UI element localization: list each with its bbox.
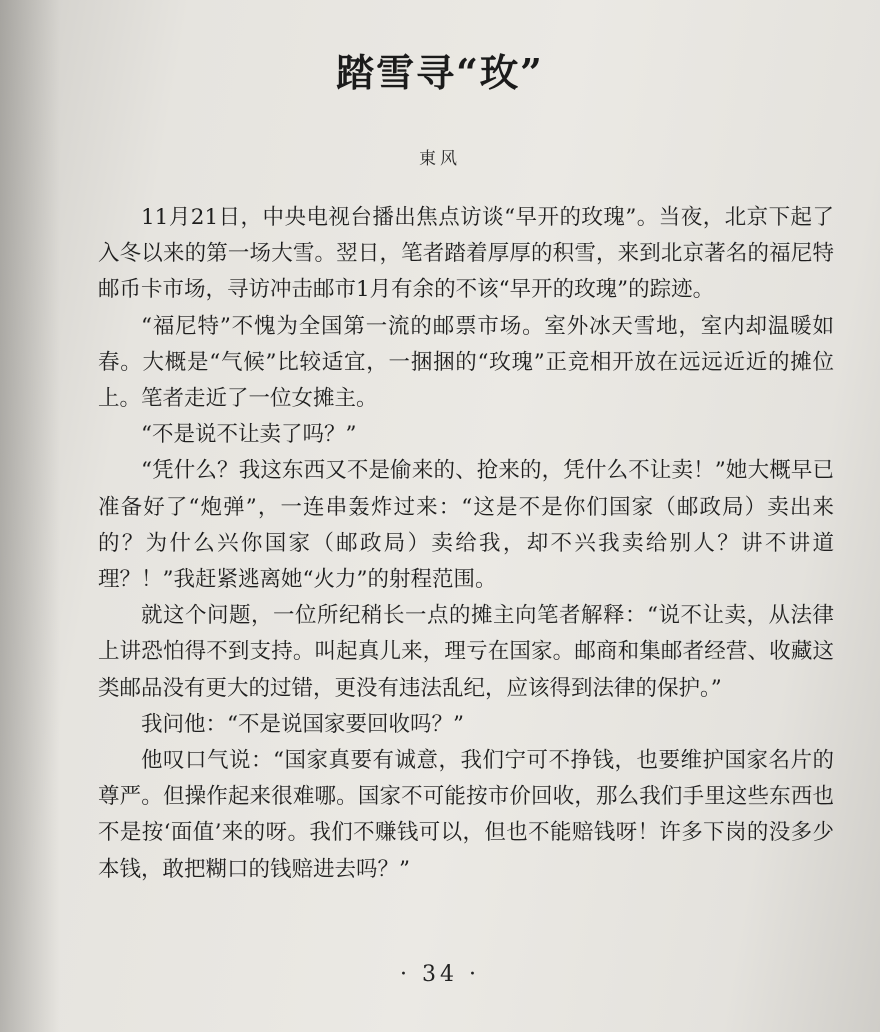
article-author: 東风	[419, 149, 461, 169]
paragraph-4: “凭什么？我这东西又不是偷来的、抢来的，凭什么不让卖！”她大概早已准备好了“炮弹”，一连串轰炸过来：“这是不是你们国家（邮政局）卖出来的？为什么兴你国家（邮政局）卖给我，却不兴我卖给别人？讲不讲道理？！”我赶紧逃离她“火力”的射程范围。	[98, 458, 834, 593]
paragraph-1: 11月21日，中央电视台播出焦点访谈“早开的玫瑰”。当夜，北京下起了入冬以来的第一场大雪。翌日，笔者踏着厚厚的积雪，来到北京著名的福尼特邮币卡市场，寻访冲击邮市1月有余的不该“早开的玫瑰”的踪迹。	[98, 205, 834, 303]
paragraph-3: “不是说不让卖了吗？”	[141, 422, 357, 448]
paragraph-7: 他叹口气说：“国家真要有诚意，我们宁可不挣钱，也要维护国家名片的尊严。但操作起来很难哪。国家不可能按市价回收，那么我们手里这些东西也不是按‘面值’来的呀。我们不赚钱可以，但也不能赔钱呀！许多下岗的没多少本钱，敢把糊口的钱赔进去吗？”	[98, 748, 834, 882]
paragraph-2: “福尼特”不愧为全国第一流的邮票市场。室外冰天雪地，室内却温暖如春。大概是“气候”比较适宜，一捆捆的“玫瑰”正竞相开放在远远近近的摊位上。笔者走近了一位女摊主。	[98, 313, 834, 412]
paragraph-6: 我问他：“不是说国家要回收吗？”	[141, 711, 464, 737]
article-title: 踏雪寻“玫”	[336, 50, 544, 95]
article-body	[98, 200, 834, 888]
paragraph-5: 就这个问题，一位所纪稍长一点的摊主向笔者解释：“说不让卖，从法律上讲恐怕得不到支持。叫起真儿来，理亏在国家。邮商和集邮者经营、收藏这类邮品没有更大的过错，更没有违法乱纪，应该得到法律的保护。”	[98, 603, 834, 701]
page-number: · 34 ·	[400, 962, 480, 987]
